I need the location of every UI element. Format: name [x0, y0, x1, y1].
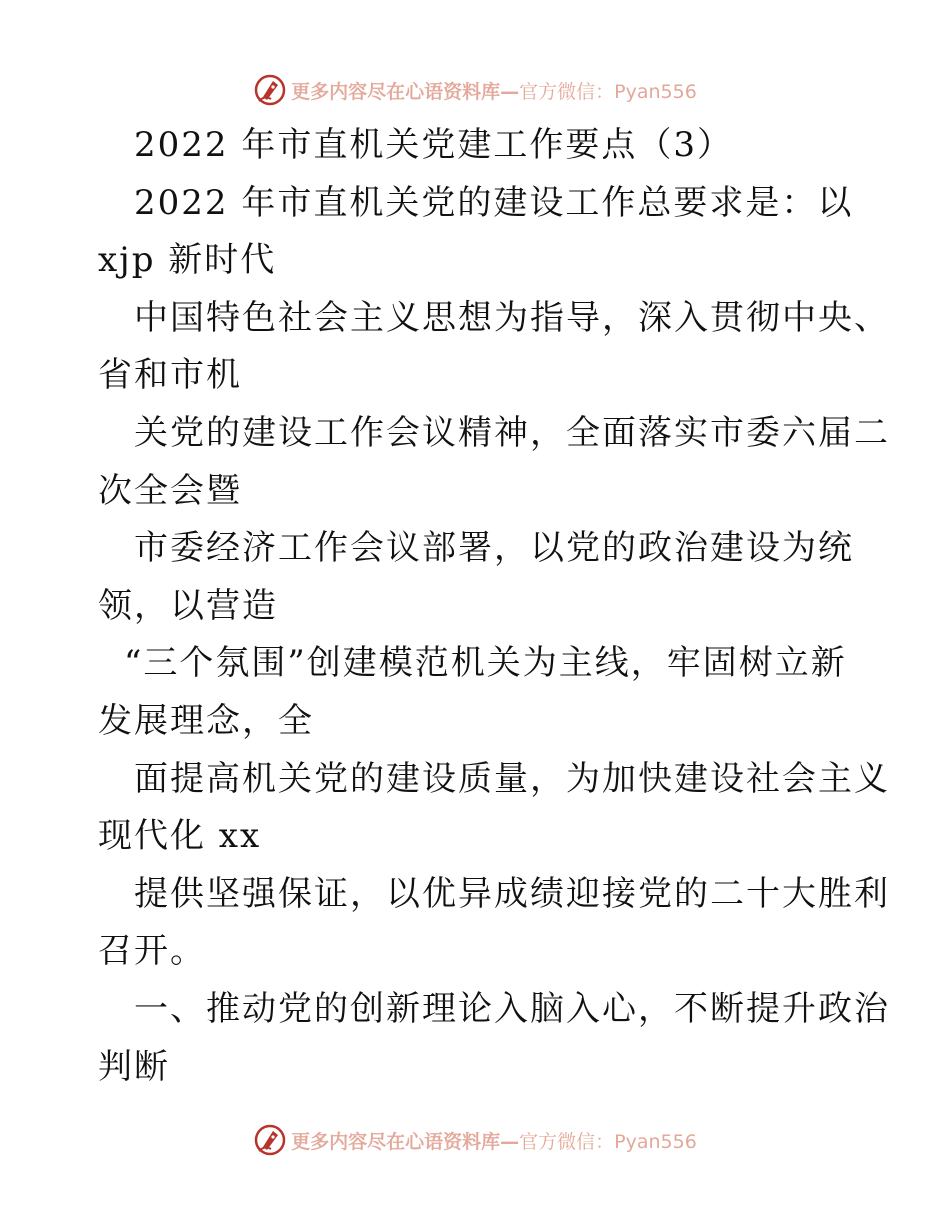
paragraph-line: 判断: [98, 1046, 170, 1087]
paragraph-line: 次全会暨: [98, 470, 242, 511]
watermark-text: 更多内容尽在心语资料库—: [291, 1130, 520, 1153]
paragraph-line: xjp 新时代: [98, 240, 277, 281]
header-watermark: [0, 70, 950, 110]
paragraph-line: “三个氛围”创建模范机关为主线，牢固树立新: [124, 643, 847, 684]
footer-watermark: [0, 1120, 950, 1160]
paragraph-line: 省和市机: [98, 355, 242, 396]
watermark-contact: 官方微信：Pyan556: [519, 80, 697, 103]
paragraph-line: 关党的建设工作会议精神，全面落实市委六届二: [134, 412, 890, 453]
paragraph-line: 召开。: [98, 931, 206, 972]
watermark-text: 更多内容尽在心语资料库—: [291, 80, 520, 103]
document-title: 2022 年市直机关党建工作要点（3）: [134, 125, 733, 165]
paragraph-line: 市委经济工作会议部署，以党的政治建设为统: [134, 528, 854, 569]
pen-nib-circle-icon: [253, 1123, 287, 1157]
paragraph-line: 提供坚强保证，以优异成绩迎接党的二十大胜利: [134, 873, 890, 914]
paragraph-line: 2022 年市直机关党的建设工作总要求是：以: [134, 182, 854, 223]
paragraph-line: 中国特色社会主义思想为指导，深入贯彻中央、: [134, 297, 890, 338]
pen-nib-circle-icon: [253, 73, 287, 107]
paragraph-line: 面提高机关党的建设质量，为加快建设社会主义: [134, 758, 890, 799]
paragraph-line: 发展理念，全: [98, 700, 314, 741]
paragraph-line: 现代化 xx: [98, 816, 262, 857]
paragraph-line: 领，以营造: [98, 585, 278, 626]
document-body: [98, 117, 890, 1096]
watermark-contact: 官方微信：Pyan556: [519, 1130, 697, 1153]
section-heading: 一、推动党的创新理论入脑入心，不断提升政治: [134, 988, 890, 1029]
